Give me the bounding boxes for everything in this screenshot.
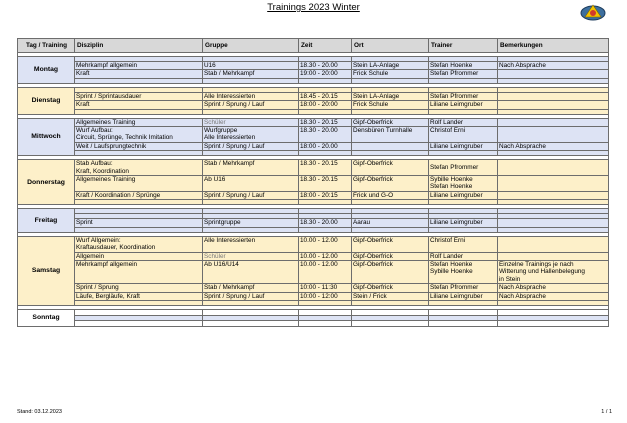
cell-bemerkungen	[498, 219, 609, 227]
cell-trainer: Stefan Pfrommer	[429, 284, 498, 292]
cell-zeit: 18.30 - 20.00	[299, 62, 352, 70]
cell-disziplin: Mehrkampf allgemein	[75, 260, 203, 283]
cell-gruppe: Sprint / Sprung / Lauf	[203, 191, 299, 199]
cell-ort: Stein / Frick	[352, 292, 429, 300]
table-row	[18, 142, 609, 150]
day-mittwoch: Mittwoch	[18, 118, 75, 156]
cell-gruppe: Wurfgruppe Alle Interessierten	[203, 127, 299, 143]
table-row	[18, 236, 609, 252]
cell-ort	[352, 142, 429, 150]
cell-bemerkungen	[498, 92, 609, 100]
cell-zeit: 18:00 - 20:00	[299, 101, 352, 109]
cell-disziplin: Allgemeines Training	[75, 176, 203, 192]
cell-trainer: Christof Erni	[429, 127, 498, 143]
cell-zeit: 10:00 - 12:00	[299, 292, 352, 300]
cell-bemerkungen	[498, 176, 609, 192]
cell-bemerkungen	[498, 70, 609, 78]
table-row	[18, 191, 609, 199]
cell-trainer: Sybille Hoenke Stefan Hoenke	[429, 176, 498, 192]
table-row	[18, 70, 609, 78]
cell-ort: Stein LA-Anlage	[352, 92, 429, 100]
cell-trainer: Liliane Leimgruber	[429, 292, 498, 300]
cell-ort: Gipf-Oberfrick	[352, 160, 429, 176]
cell-bemerkungen: Nach Absprache	[498, 284, 609, 292]
cell-zeit: 10.00 - 12.00	[299, 236, 352, 252]
table-row	[18, 219, 609, 227]
table-row	[18, 92, 609, 100]
cell-zeit: 18.30 - 20.15	[299, 176, 352, 192]
table-row	[18, 127, 609, 143]
cell-disziplin: Allgemeines Training	[75, 118, 203, 126]
cell-gruppe: Stab / Mehrkampf	[203, 284, 299, 292]
cell-gruppe: Sprint / Sprung / Lauf	[203, 142, 299, 150]
header-ort: Ort	[352, 39, 429, 53]
cell-ort: Gipf-Oberfrick	[352, 118, 429, 126]
cell-trainer: Christof Erni	[429, 236, 498, 252]
cell-ort: Gipf-Oberfrick	[352, 260, 429, 283]
cell-disziplin: Kraft / Koordination / Sprünge	[75, 191, 203, 199]
cell-disziplin: Sprint / Sprung	[75, 284, 203, 292]
cell-gruppe: Ab U16/U14	[203, 260, 299, 283]
cell-gruppe: Sprintgruppe	[203, 219, 299, 227]
cell-bemerkungen	[498, 191, 609, 199]
cell-gruppe: Stab / Mehrkampf	[203, 160, 299, 176]
cell-ort: Gipf-Oberfrick	[352, 284, 429, 292]
cell-gruppe: Schüler	[203, 252, 299, 260]
table-header	[18, 39, 609, 53]
cell-zeit: 18:00 - 20.00	[299, 142, 352, 150]
cell-bemerkungen	[498, 118, 609, 126]
cell-trainer: Stefan Pfrommer	[429, 92, 498, 100]
cell-disziplin: Allgemein	[75, 252, 203, 260]
cell-zeit: 10.00 - 12.00	[299, 252, 352, 260]
cell-disziplin: Mehrkampf allgemein	[75, 62, 203, 70]
cell-ort: Frick Schule	[352, 101, 429, 109]
cell-ort: Gipf-Oberfrick	[352, 236, 429, 252]
page-title: Trainings 2023 Winter	[267, 2, 360, 13]
table-row	[18, 118, 609, 126]
cell-bemerkungen: Einzelne Trainings je nach Witterung und Hallenbelegung in Stein	[498, 260, 609, 283]
cell-gruppe: Ab U16	[203, 176, 299, 192]
cell-zeit: 18.30 - 20.00	[299, 127, 352, 143]
header-bemerkungen: Bemerkungen	[498, 39, 609, 53]
day-montag: Montag	[18, 57, 75, 84]
header-disziplin: Disziplin	[75, 39, 203, 53]
cell-gruppe: Sprint / Sprung / Lauf	[203, 101, 299, 109]
header-zeit: Zeit	[299, 39, 352, 53]
cell-trainer: Stefan Pfrommer	[429, 160, 498, 176]
cell-bemerkungen	[498, 160, 609, 176]
cell-trainer: Rolf Lander	[429, 252, 498, 260]
cell-zeit: 10.00 - 12.00	[299, 260, 352, 283]
cell-trainer: Stefan Hoenke	[429, 62, 498, 70]
cell-disziplin: Läufe, Bergläufe, Kraft	[75, 292, 203, 300]
header-gruppe: Gruppe	[203, 39, 299, 53]
cell-disziplin: Wurf Allgemein: Kraftausdauer, Koordination	[75, 236, 203, 252]
cell-bemerkungen	[498, 252, 609, 260]
footer-stand: Stand: 03.12.2023	[17, 409, 62, 415]
cell-disziplin: Wurf Aufbau: Circuit, Sprünge, Technik Imitation	[75, 127, 203, 143]
day-freitag: Freitag	[18, 209, 75, 232]
cell-zeit: 10:00 - 11:30	[299, 284, 352, 292]
cell-gruppe: Alle Interessierten	[203, 92, 299, 100]
cell-trainer: Liliane Leimgruber	[429, 142, 498, 150]
cell-ort: Aarau	[352, 219, 429, 227]
training-table	[17, 38, 609, 327]
day-dienstag: Dienstag	[18, 87, 75, 114]
table-row	[18, 252, 609, 260]
header-tag: Tag / Training	[18, 39, 75, 53]
cell-trainer: Stefan Hoenke Sybille Hoenke	[429, 260, 498, 283]
table-row	[18, 101, 609, 109]
cell-zeit: 18.30 - 20.00	[299, 219, 352, 227]
table-row	[18, 160, 609, 176]
table-row	[18, 176, 609, 192]
cell-gruppe: Sprint / Sprung / Lauf	[203, 292, 299, 300]
cell-ort: Gipf-Oberfrick	[352, 252, 429, 260]
cell-zeit: 18.30 - 20.15	[299, 118, 352, 126]
cell-ort: Gipf-Oberfrick	[352, 176, 429, 192]
cell-trainer: Liliane Leimgruber	[429, 101, 498, 109]
cell-disziplin: Kraft	[75, 101, 203, 109]
cell-ort: Densbüren Turnhalle	[352, 127, 429, 143]
cell-disziplin: Stab Aufbau: Kraft, Koordination	[75, 160, 203, 176]
cell-ort: Frick Schule	[352, 70, 429, 78]
cell-disziplin: Kraft	[75, 70, 203, 78]
cell-bemerkungen: Nach Absprache	[498, 142, 609, 150]
table-row	[18, 284, 609, 292]
cell-zeit: 19:00 - 20:00	[299, 70, 352, 78]
header-trainer: Trainer	[429, 39, 498, 53]
table-row	[18, 292, 609, 300]
cell-bemerkungen	[498, 236, 609, 252]
cell-ort: Stein LA-Anlage	[352, 62, 429, 70]
cell-bemerkungen	[498, 127, 609, 143]
day-sonntag: Sonntag	[18, 309, 75, 326]
cell-zeit: 18.30 - 20.15	[299, 160, 352, 176]
cell-ort: Frick und G-O	[352, 191, 429, 199]
day-samstag: Samstag	[18, 236, 75, 305]
cell-trainer: Rolf Lander	[429, 118, 498, 126]
cell-zeit: 18:00 - 20:15	[299, 191, 352, 199]
cell-bemerkungen: Nach Absprache	[498, 292, 609, 300]
day-donnerstag: Donnerstag	[18, 160, 75, 205]
cell-disziplin: Sprint / Sprintausdauer	[75, 92, 203, 100]
cell-disziplin: Sprint	[75, 219, 203, 227]
cell-disziplin: Weit / Laufsprungtechnik	[75, 142, 203, 150]
footer-page: 1 / 1	[601, 409, 612, 415]
cell-bemerkungen: Nach Absprache	[498, 62, 609, 70]
cell-bemerkungen	[498, 101, 609, 109]
cell-gruppe: Schüler	[203, 118, 299, 126]
table-row	[18, 260, 609, 283]
cell-gruppe: Stab / Mehrkampf	[203, 70, 299, 78]
club-logo	[579, 2, 607, 22]
cell-zeit: 18.45 - 20.15	[299, 92, 352, 100]
table-row	[18, 62, 609, 70]
cell-trainer: Stefan Pfrommer	[429, 70, 498, 78]
cell-trainer: Liliane Leimgruber	[429, 191, 498, 199]
cell-gruppe: Alle Interessierten	[203, 236, 299, 252]
cell-gruppe: U16	[203, 62, 299, 70]
cell-trainer: Liliane Leimgruber	[429, 219, 498, 227]
